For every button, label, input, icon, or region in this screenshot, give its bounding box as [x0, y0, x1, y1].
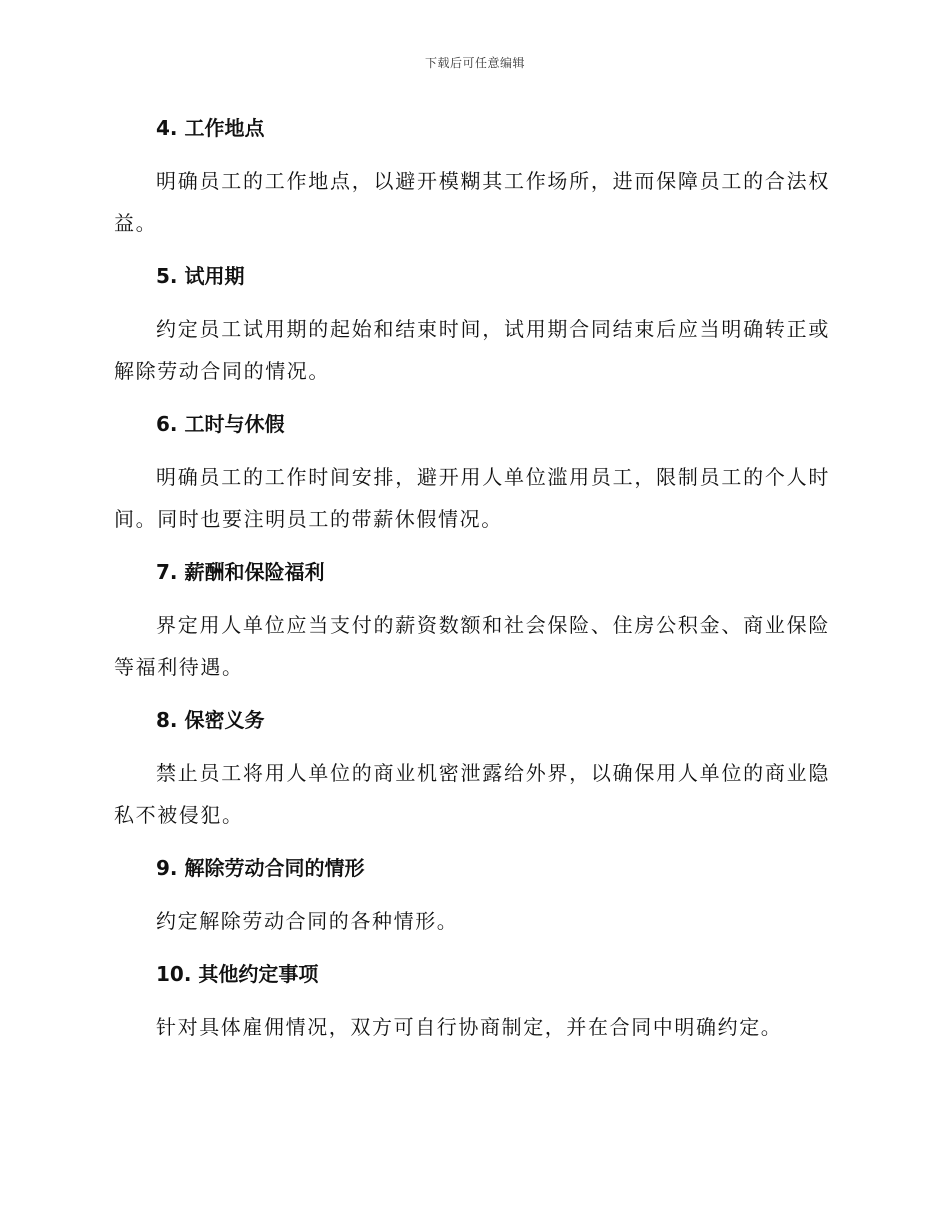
section-heading: 4. 工作地点: [156, 116, 265, 140]
section-other-terms: [114, 956, 830, 1048]
section-probation: [114, 258, 830, 392]
section-termination: [114, 850, 830, 942]
section-paragraph: 针对具体雇佣情况，双方可自行协商制定，并在合同中明确约定。: [156, 1015, 783, 1039]
page-header-note: 下载后可任意编辑: [424, 56, 525, 70]
section-heading: 8. 保密义务: [156, 708, 265, 732]
section-heading: 9. 解除劳动合同的情形: [156, 856, 365, 880]
section-paragraph: 明确员工的工作时间安排，避开用人单位滥用员工，限制员工的个人时间。同时也要注明员工的带薪休假情况。: [114, 465, 830, 531]
section-paragraph: 约定员工试用期的起始和结束时间，试用期合同结束后应当明确转正或解除劳动合同的情况。: [114, 317, 830, 383]
section-heading: 10. 其他约定事项: [156, 962, 319, 986]
section-paragraph: 界定用人单位应当支付的薪资数额和社会保险、住房公积金、商业保险等福利待遇。: [114, 613, 830, 679]
section-work-location: [114, 110, 830, 244]
section-salary-benefits: [114, 554, 830, 688]
document-body: [114, 110, 830, 1062]
section-heading: 6. 工时与休假: [156, 412, 285, 436]
section-paragraph: 明确员工的工作地点，以避开模糊其工作场所，进而保障员工的合法权益。: [114, 169, 830, 235]
section-paragraph: 约定解除劳动合同的各种情形。: [156, 909, 459, 933]
section-heading: 7. 薪酬和保险福利: [156, 560, 325, 584]
section-paragraph: 禁止员工将用人单位的商业机密泄露给外界，以确保用人单位的商业隐私不被侵犯。: [114, 761, 830, 827]
section-confidentiality: [114, 702, 830, 836]
section-hours-leave: [114, 406, 830, 540]
section-heading: 5. 试用期: [156, 264, 245, 288]
